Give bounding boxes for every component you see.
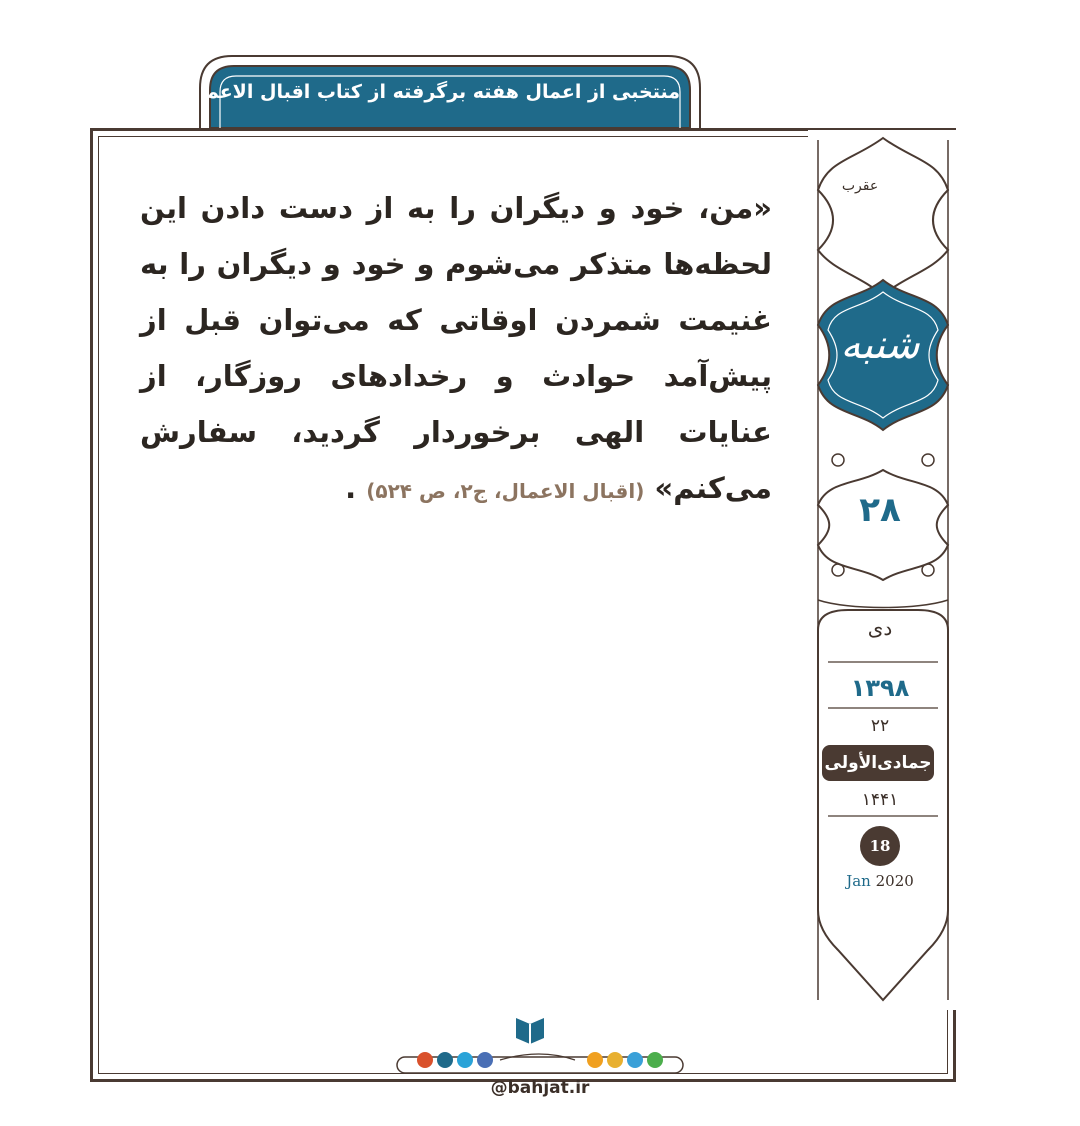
logo-icon — [512, 1012, 548, 1046]
lunar-month: جمادی‌الأولی — [824, 753, 932, 773]
solar-day: ۲۸ — [859, 490, 901, 530]
gregorian-day: 18 — [869, 837, 891, 855]
gregorian-year: 2020 — [875, 872, 914, 890]
header-title: منتخبی از اعمال هفته برگرفته از کتاب اقبال الاعمال — [183, 81, 680, 103]
lunar-year: ۱۴۴۱ — [861, 790, 899, 810]
zodiac-label: عقرب — [841, 178, 879, 194]
quote-text — [140, 180, 772, 519]
footer-badges — [395, 1043, 685, 1077]
social-handle[interactable]: @bahjat.ir — [490, 1078, 590, 1098]
gregorian-month-year — [830, 872, 930, 890]
solar-month: دی — [867, 616, 893, 640]
quote-reference: (اقبال الاعمال، ج۲، ص ۵۲۴) — [366, 479, 645, 503]
lunar-day: ۲۲ — [870, 716, 890, 736]
solar-year: ۱۳۹۸ — [850, 674, 910, 702]
weekday-name: شنبه — [840, 322, 920, 368]
quote-body: «من، خود و دیگران را به از دست دادن این لحظه‌ها متذکر می‌شوم و خود و دیگران را به غنیمت شمردن اوقاتی که می‌توان قبل از پیش‌آمد حوادث و رخدادهای روزگار، از عنایات الهی برخوردار گردید، سفارش می‌کنم» — [140, 191, 772, 505]
quote-end: . — [345, 471, 357, 505]
gregorian-month: Jan — [846, 872, 871, 890]
